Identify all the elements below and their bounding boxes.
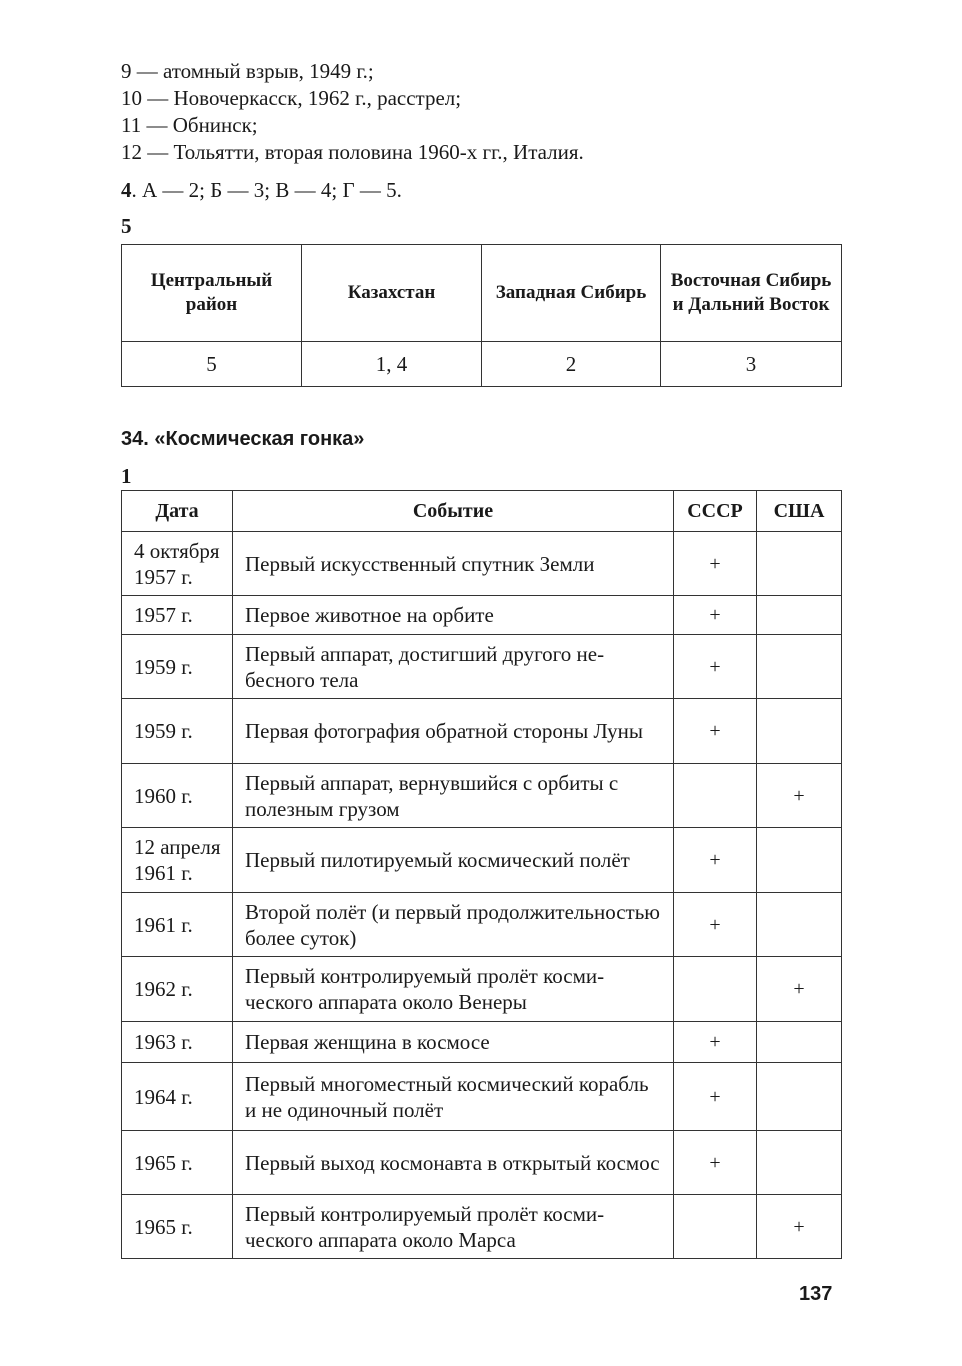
header-event: Событие — [233, 491, 674, 532]
table-row — [122, 532, 842, 596]
table-row — [122, 342, 842, 387]
task-1-number: 1 — [121, 464, 132, 488]
usa-mark — [757, 1022, 842, 1063]
event-cell: Первый аппарат, достигший другого небесного тела — [233, 635, 674, 699]
event-cell: Первая женщина в космосе — [233, 1022, 674, 1063]
usa-mark — [757, 828, 842, 893]
table-row — [122, 699, 842, 764]
list-item: 12 — Тольятти, вторая половина 1960-х гг., Италия. — [121, 140, 584, 164]
space-race-rows — [122, 532, 842, 1259]
table-row — [122, 1022, 842, 1063]
usa-mark — [757, 1131, 842, 1195]
regions-table — [121, 244, 842, 387]
ussr-mark: + — [674, 699, 757, 764]
answer-4-text: . А — 2; Б — 3; В — 4; Г — 5. — [131, 178, 402, 202]
table-row — [122, 635, 842, 699]
date-cell: 1965 г. — [122, 1131, 233, 1195]
answer-list — [121, 58, 584, 166]
date-cell: 1959 г. — [122, 699, 233, 764]
event-cell: Первый контролируемый пролёт космического аппарата около Марса — [233, 1195, 674, 1259]
date-cell: 1963 г. — [122, 1022, 233, 1063]
ussr-mark: + — [674, 596, 757, 635]
date-cell: 1961 г. — [122, 893, 233, 957]
date-cell: 1960 г. — [122, 764, 233, 828]
date-cell: 1959 г. — [122, 635, 233, 699]
table-row — [122, 596, 842, 635]
value-east-siberia: 3 — [661, 342, 842, 387]
section-title: 34. «Космическая гонка» — [121, 428, 365, 450]
ussr-mark: + — [674, 1131, 757, 1195]
value-central: 5 — [122, 342, 302, 387]
usa-mark — [757, 699, 842, 764]
ussr-mark: + — [674, 893, 757, 957]
answer-4 — [121, 178, 402, 203]
date-cell: 1962 г. — [122, 957, 233, 1022]
header-east-siberia: Восточная Сибирь и Дальний Восток — [661, 245, 842, 342]
ussr-mark — [674, 957, 757, 1022]
usa-mark — [757, 596, 842, 635]
usa-mark: + — [757, 1195, 842, 1259]
table-header-row — [122, 491, 842, 532]
event-cell: Первый искусственный спутник Земли — [233, 532, 674, 596]
usa-mark: + — [757, 957, 842, 1022]
event-cell: Второй полёт (и первый продолжительностью более суток) — [233, 893, 674, 957]
event-cell: Первый аппарат, вернувшийся с орбиты с полезным грузом — [233, 764, 674, 828]
event-cell: Первый пилотируемый космический полёт — [233, 828, 674, 893]
table-row — [122, 1063, 842, 1131]
ussr-mark: + — [674, 635, 757, 699]
space-race-table — [121, 490, 842, 1259]
header-date: Дата — [122, 491, 233, 532]
list-item: 11 — Обнинск; — [121, 113, 258, 137]
header-ussr: СССР — [674, 491, 757, 532]
usa-mark — [757, 1063, 842, 1131]
table-row — [122, 828, 842, 893]
date-cell: 1965 г. — [122, 1195, 233, 1259]
list-item: 9 — атомный взрыв, 1949 г.; — [121, 59, 374, 83]
table-row — [122, 893, 842, 957]
ussr-mark: + — [674, 1063, 757, 1131]
date-cell: 12 апреля 1961 г. — [122, 828, 233, 893]
header-kazakhstan: Казахстан — [302, 245, 482, 342]
header-west-siberia: Западная Сибирь — [482, 245, 661, 342]
event-cell: Первый выход космонавта в открытый космос — [233, 1131, 674, 1195]
ussr-mark: + — [674, 532, 757, 596]
ussr-mark: + — [674, 828, 757, 893]
answer-4-number: 4 — [121, 178, 132, 202]
usa-mark — [757, 532, 842, 596]
table-row — [122, 764, 842, 828]
event-cell: Первое животное на орбите — [233, 596, 674, 635]
date-cell: 1964 г. — [122, 1063, 233, 1131]
value-kazakhstan: 1, 4 — [302, 342, 482, 387]
event-cell: Первый контролируемый пролёт космического аппарата около Венеры — [233, 957, 674, 1022]
ussr-mark — [674, 764, 757, 828]
list-item: 10 — Новочеркасск, 1962 г., расстрел; — [121, 86, 462, 110]
date-cell: 1957 г. — [122, 596, 233, 635]
value-west-siberia: 2 — [482, 342, 661, 387]
header-central: Центральный район — [122, 245, 302, 342]
usa-mark: + — [757, 764, 842, 828]
table-row — [122, 957, 842, 1022]
date-cell: 4 октября 1957 г. — [122, 532, 233, 596]
page-number: 137 — [799, 1283, 833, 1305]
event-cell: Первый многоместный космический корабль и не одиночный полёт — [233, 1063, 674, 1131]
header-usa: США — [757, 491, 842, 532]
usa-mark — [757, 893, 842, 957]
task-5-number: 5 — [121, 214, 132, 238]
ussr-mark: + — [674, 1022, 757, 1063]
table-row — [122, 1195, 842, 1259]
table-header-row — [122, 245, 842, 342]
ussr-mark — [674, 1195, 757, 1259]
event-cell: Первая фотография обратной стороны Луны — [233, 699, 674, 764]
usa-mark — [757, 635, 842, 699]
table-row — [122, 1131, 842, 1195]
